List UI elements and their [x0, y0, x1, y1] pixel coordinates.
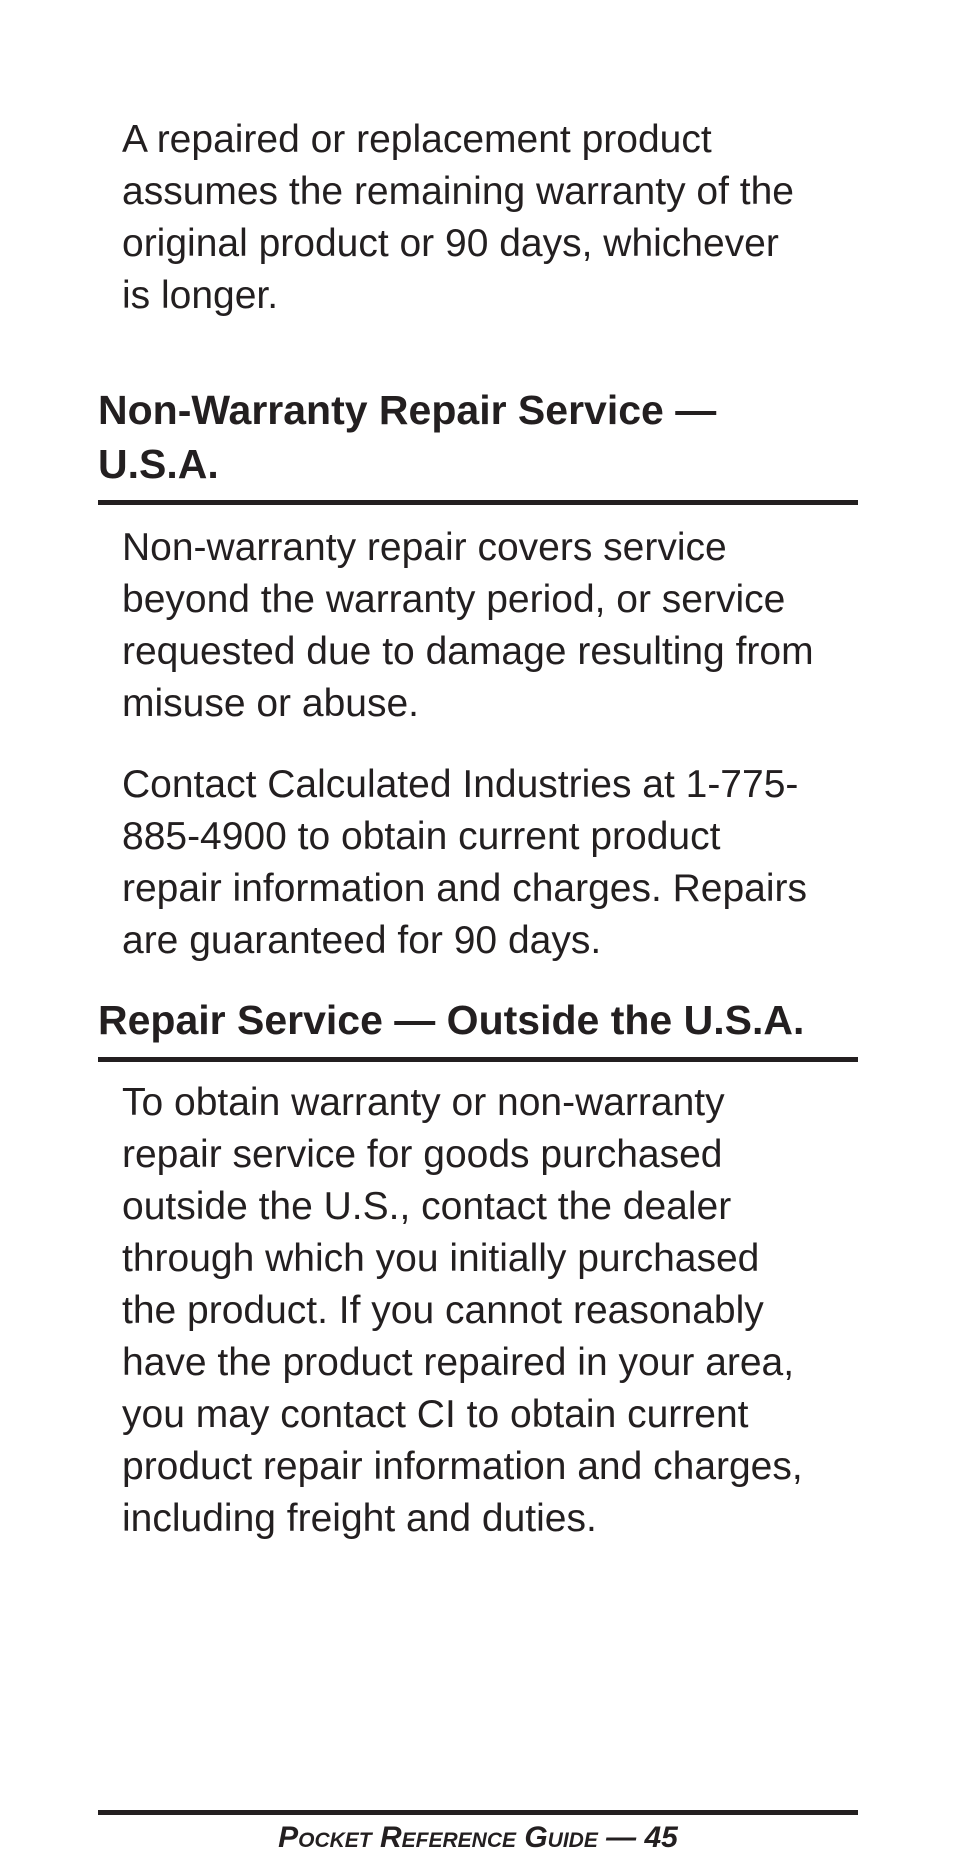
heading-underline [98, 1057, 858, 1062]
page-footer: Pocket Reference Guide — 45 [278, 1821, 678, 1854]
heading-underline [98, 500, 858, 505]
heading-non-warranty-repair-usa: Non-Warranty Repair Service — U.S.A. [98, 387, 717, 487]
warranty-remaining-paragraph: A repaired or replacement product assumes the remaining warranty of the original product or 90 days, whichever is longer. [122, 118, 794, 317]
footer-rule [98, 1810, 858, 1815]
non-warranty-coverage-paragraph: Non-warranty repair covers service beyond the warranty period, or service requested due to damage resulting from misuse or abuse. [122, 526, 814, 725]
heading-repair-outside-usa: Repair Service — Outside the U.S.A. [98, 997, 805, 1043]
contact-info-paragraph: Contact Calculated Industries at 1-775- 885-4900 to obtain current product repair information and charges. Repairs are guaranteed for 90 days. [122, 763, 808, 962]
outside-usa-paragraph: To obtain warranty or non-warranty repair service for goods purchased outside the U.S., contact the dealer through which you initially purchased the product. If you cannot reasonably have the product repaired in your area, you may contact CI to obtain current product repair information and charges, including freight and duties. [122, 1081, 803, 1540]
